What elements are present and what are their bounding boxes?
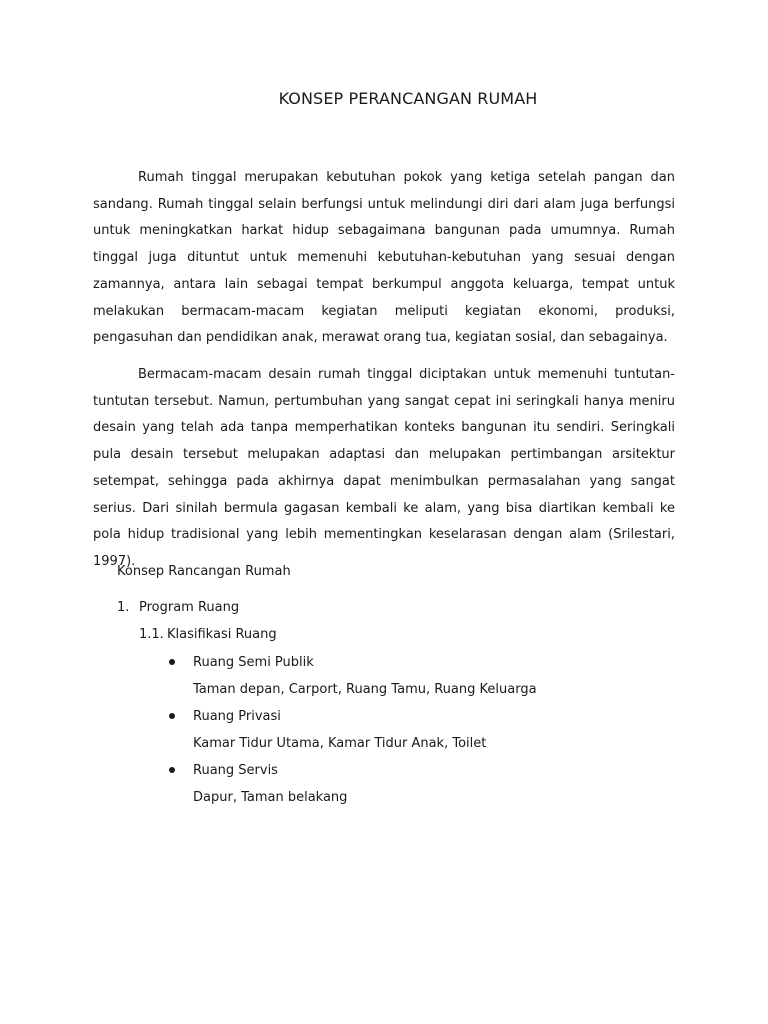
paragraph-design: Bermacam-macam desain rumah tinggal diciptakan untuk memenuhi tuntutan-tuntutan tersebut. Namun, pertumbuhan yang sangat cepat ini seringkali hanya meniru desain yang telah ada tanpa memperhatikan konteks bangunan itu sendiri. Seringkali pula desain tersebut melupakan adaptasi dan melupakan pertimbangan arsitektur setempat, sehingga pada akhirnya dapat menimbulkan permasalahan yang sangat serius. Dari sinilah bermula gagasan kembali ke alam, yang bisa diartikan kembali ke pola hidup tradisional yang lebih mementingkan keselarasan dengan alam (Srilestari, 1997). xyxy=(93,367,675,569)
bullet-detail-servis: Dapur, Taman belakang xyxy=(193,790,348,805)
bullet-item-privasi xyxy=(169,704,281,730)
list-label: Program Ruang xyxy=(139,600,240,615)
bullet-label: Ruang Servis xyxy=(193,763,278,778)
sublist-number: 1.1. xyxy=(139,627,164,642)
bullet-icon xyxy=(169,713,175,719)
bullet-detail-semi-publik: Taman depan, Carport, Ruang Tamu, Ruang Keluarga xyxy=(193,682,537,697)
list-item-program-ruang xyxy=(117,595,239,621)
sublist-item-klasifikasi xyxy=(139,622,277,648)
bullet-label: Ruang Privasi xyxy=(193,709,281,724)
bullet-item-servis xyxy=(169,758,278,784)
section-heading: Konsep Rancangan Rumah xyxy=(117,564,291,579)
paragraph-intro: Rumah tinggal merupakan kebutuhan pokok yang ketiga setelah pangan dan sandang. Rumah tinggal selain berfungsi untuk melindungi diri dari alam juga berfungsi untuk meningkatkan harkat hidup sebagaimana bangunan pada umumnya. Rumah tinggal juga dituntut untuk memenuhi kebutuhan-kebutuhan yang sesuai dengan zamannya, antara lain sebagai tempat berkumpul anggota keluarga, tempat untuk melakukan bermacam-macam kegiatan meliputi kegiatan ekonomi, produksi, pengasuhan dan pendidikan anak, merawat orang tua, kegiatan sosial, dan sebagainya. xyxy=(93,170,675,346)
list-number: 1. xyxy=(117,600,130,615)
document-title: KONSEP PERANCANGAN RUMAH xyxy=(278,89,538,108)
bullet-icon xyxy=(169,767,175,773)
bullet-label: Ruang Semi Publik xyxy=(193,655,314,670)
bullet-detail-privasi: Kamar Tidur Utama, Kamar Tidur Anak, Toilet xyxy=(193,736,487,751)
bullet-icon xyxy=(169,659,175,665)
bullet-item-semi-publik xyxy=(169,650,314,676)
sublist-label: Klasifikasi Ruang xyxy=(167,627,277,642)
